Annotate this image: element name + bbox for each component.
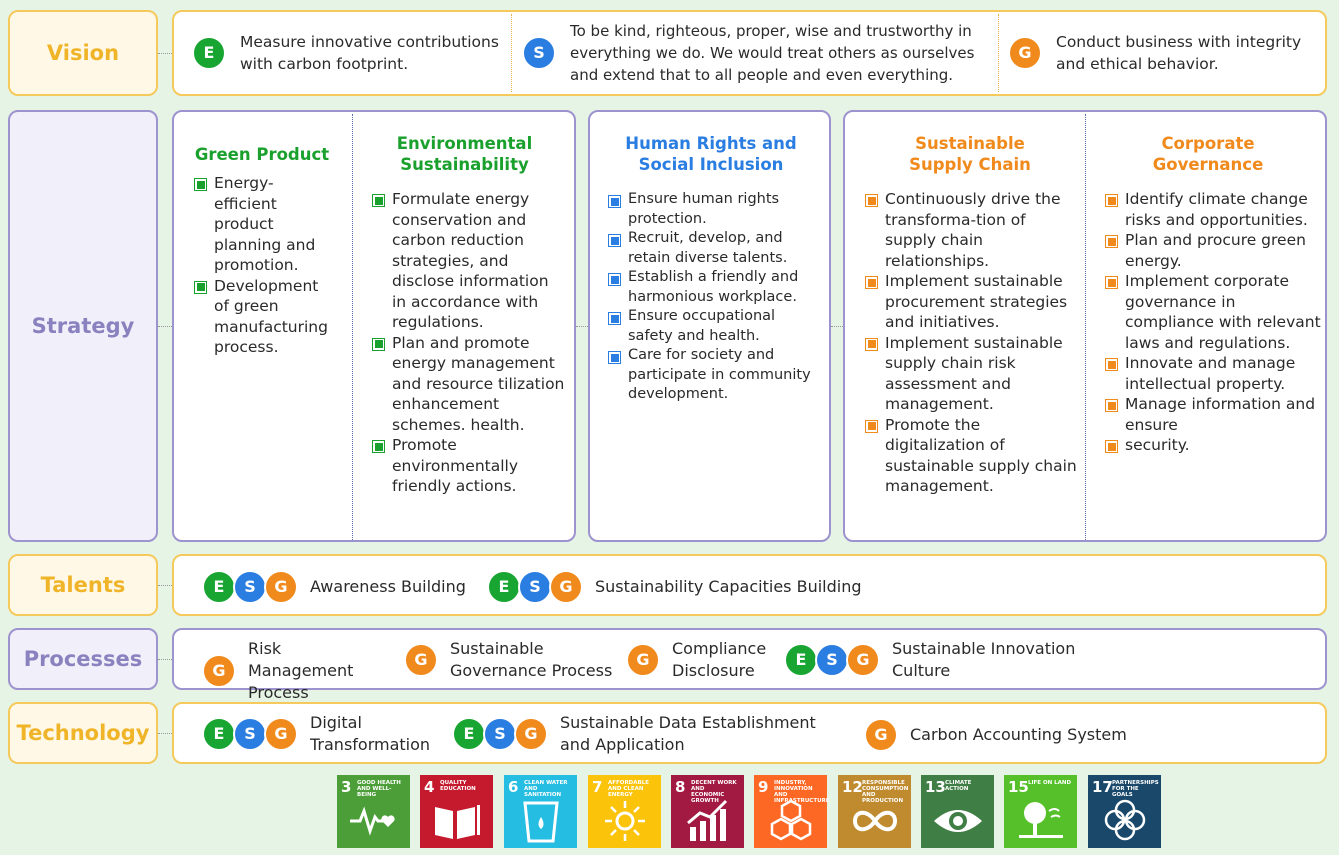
green-product-column [182, 144, 342, 358]
human-rights-list [606, 190, 822, 405]
supply-chain-column [859, 133, 1081, 497]
sun-icon [599, 797, 651, 843]
environmental-sustainability-column [362, 133, 567, 497]
technology-label: Sustainable Data Establishment and Application [560, 713, 816, 754]
connector-line [158, 585, 172, 586]
list-item: Ensure occupational safety and health. [606, 307, 822, 346]
connector-line [158, 733, 172, 734]
badge-g-icon: G [846, 643, 880, 677]
row-label-processes [8, 628, 158, 690]
sdg-tile-6: 6 CLEAN WATER AND SANITATION [504, 775, 577, 848]
sdg-tile-3: 3 GOOD HEALTH AND WELL-BEING [337, 775, 410, 848]
connector-line [158, 53, 172, 54]
badge-g-icon: G [626, 643, 660, 677]
esg-badges [784, 643, 880, 677]
talent-item [202, 570, 466, 604]
badge-e-icon: E [487, 570, 521, 604]
supply-chain-title: Sustainable Supply Chain [909, 134, 1031, 174]
list-item: Energy-efficient product planning and promotion. [192, 173, 330, 276]
badge-e-icon: E [784, 643, 818, 677]
strategy-governance-panel [843, 110, 1327, 542]
badge-s-icon: S [522, 36, 556, 70]
esg-badges [202, 570, 298, 604]
row-label-technology [8, 702, 158, 764]
sdg-tile-7: 7 AFFORDABLE AND CLEAN ENERGY [588, 775, 661, 848]
badge-g-icon: G [404, 643, 438, 677]
list-item: Identify climate change risks and opportunities. [1103, 189, 1321, 230]
environmental-sustainability-title: Environmental Sustainability [396, 134, 533, 174]
growth-chart-icon [682, 797, 734, 843]
row-label-text: Technology [16, 721, 150, 745]
connector-line [158, 659, 172, 660]
list-item: Ensure human rights protection. [606, 190, 822, 229]
sdg-tile-8: 8 DECENT WORK AND ECONOMIC GROWTH [671, 775, 744, 848]
list-item: Development of green manufacturing process. [192, 276, 330, 358]
list-item: Plan and promote energy management and resource tilization enhancement schemes. health. [370, 333, 567, 436]
eye-globe-icon [932, 797, 984, 843]
vision-social [522, 12, 992, 94]
list-item: Implement sustainable procurement strategies and initiatives. [863, 271, 1081, 333]
divider [352, 114, 353, 540]
corporate-governance-list [1103, 189, 1321, 456]
esg-badges [487, 570, 583, 604]
process-item [626, 638, 782, 682]
process-label: Compliance Disclosure [672, 639, 767, 680]
row-label-text: Processes [23, 647, 143, 671]
list-item: Promote the digitalization of sustainable supply chain management. [863, 415, 1081, 497]
cubes-icon [765, 797, 817, 843]
vision-text: To be kind, righteous, proper, wise and trustworthy in everything we do. We would treat others as ourselves and extend that to all people and even everything. [570, 22, 975, 84]
sdg-tile-12: 12 RESPONSIBLE CONSUMPTION AND PRODUCTION [838, 775, 911, 848]
row-label-vision [8, 10, 158, 96]
divider [998, 14, 999, 92]
rings-icon [1099, 797, 1151, 843]
list-item: Implement corporate governance in compliance with relevant laws and regulations. [1103, 271, 1321, 353]
talent-label: Sustainability Capacities Building [595, 577, 862, 596]
list-item: Recruit, develop, and retain diverse talents. [606, 229, 822, 268]
list-item: Care for society and participate in community development. [606, 346, 822, 405]
strategy-environment-panel [172, 110, 576, 542]
badge-s-icon: S [233, 570, 267, 604]
technology-panel [172, 702, 1327, 764]
esg-badges [202, 717, 298, 751]
row-label-text: Talents [40, 573, 126, 597]
corporate-governance-title: Corporate Governance [1152, 134, 1264, 174]
row-label-text: Vision [46, 41, 120, 65]
list-item: Promote environmentally friendly actions. [370, 435, 567, 497]
list-item: Plan and procure green energy. [1103, 230, 1321, 271]
process-item [202, 638, 388, 704]
sdg-tile-17: 17 PARTNERSHIPS FOR THE GOALS [1088, 775, 1161, 848]
connector-line [831, 326, 843, 327]
badge-g-icon: G [264, 570, 298, 604]
water-glass-icon [515, 797, 567, 843]
vision-text: Measure innovative contributions with carbon footprint. [240, 33, 499, 73]
process-item [404, 638, 620, 682]
technology-item [452, 712, 850, 756]
divider [511, 14, 512, 92]
vision-text: Conduct business with integrity and ethical behavior. [1056, 33, 1302, 73]
list-item: Manage information and ensure [1103, 394, 1321, 435]
row-label-talents [8, 554, 158, 616]
divider [1085, 114, 1086, 540]
infinity-icon [849, 797, 901, 843]
badge-s-icon: S [483, 717, 517, 751]
process-label: Risk Management Process [248, 639, 354, 702]
row-label-strategy [8, 110, 158, 542]
environmental-sustainability-list [370, 189, 567, 497]
sdg-tile-15: 15 LIFE ON LAND [1004, 775, 1077, 848]
badge-g-icon: G [514, 717, 548, 751]
list-item: Establish a friendly and harmonious workplace. [606, 268, 822, 307]
badge-s-icon: S [815, 643, 849, 677]
badge-g-icon: G [202, 654, 236, 688]
book-icon [431, 797, 483, 843]
badge-e-icon: E [202, 717, 236, 751]
list-item: Continuously drive the transforma-tion of supply chain relationships. [863, 189, 1081, 271]
vision-governance [1008, 12, 1318, 94]
processes-panel [172, 628, 1327, 702]
technology-label: Carbon Accounting System [910, 725, 1127, 744]
badge-g-icon: G [264, 717, 298, 751]
process-label: Sustainable Governance Process [450, 639, 613, 680]
process-label: Sustainable Innovation Culture [892, 639, 1076, 680]
corporate-governance-column [1095, 133, 1321, 456]
tree-icon [1015, 797, 1067, 843]
esg-badges [452, 717, 548, 751]
list-item: Innovate and manage intellectual property. [1103, 353, 1321, 394]
heartbeat-icon [348, 797, 400, 843]
human-rights-title: Human Rights and Social Inclusion [625, 134, 797, 174]
talents-panel [172, 554, 1327, 616]
talent-label: Awareness Building [310, 577, 466, 596]
badge-g-icon: G [864, 718, 898, 752]
badge-s-icon: S [233, 717, 267, 751]
sdg-tile-4: 4 QUALITY EDUCATION [420, 775, 493, 848]
supply-chain-list [863, 189, 1081, 497]
badge-g-icon: G [549, 570, 583, 604]
badge-s-icon: S [518, 570, 552, 604]
talent-item [487, 570, 862, 604]
green-product-list [192, 173, 330, 358]
technology-item [864, 718, 1127, 752]
human-rights-column [600, 133, 822, 405]
badge-e-icon: E [452, 717, 486, 751]
list-item: security. [1103, 435, 1321, 456]
connector-line [576, 326, 588, 327]
process-item [784, 638, 1082, 682]
badge-e-icon: E [192, 36, 226, 70]
vision-environment [192, 12, 508, 94]
vision-panel [172, 10, 1327, 96]
strategy-social-panel [588, 110, 831, 542]
badge-e-icon: E [202, 570, 236, 604]
list-item: Formulate energy conservation and carbon reduction strategies, and disclose information in accordance with regulations. [370, 189, 567, 333]
list-item: Implement sustainable supply chain risk assessment and management. [863, 333, 1081, 415]
row-label-text: Strategy [31, 314, 135, 338]
sdg-tile-13: 13 CLIMATE ACTION [921, 775, 994, 848]
badge-g-icon: G [1008, 36, 1042, 70]
technology-label: Digital Transformation [310, 713, 431, 754]
technology-item [202, 712, 435, 756]
sdg-tile-9: 9 INDUSTRY, INNOVATION AND INFRASTRUCTURE [754, 775, 827, 848]
connector-line [158, 326, 172, 327]
green-product-title: Green Product [194, 145, 330, 164]
